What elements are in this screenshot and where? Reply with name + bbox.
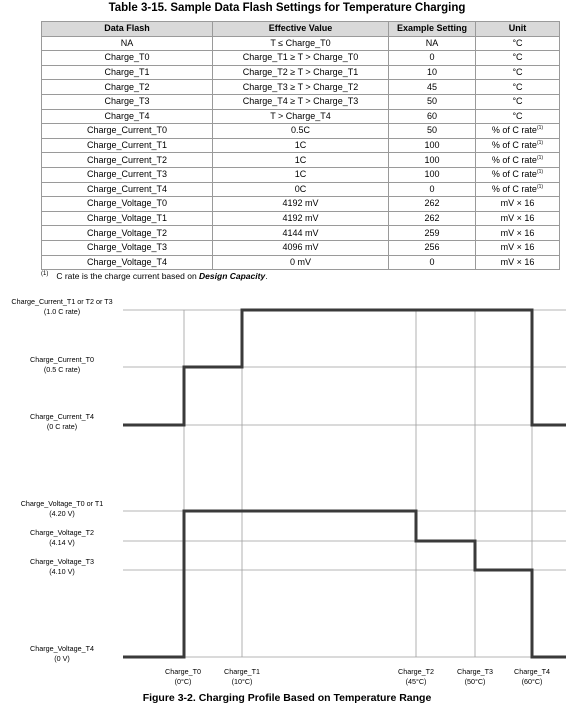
- cell-unit: [476, 80, 560, 95]
- cell-effective-value: 1C: [213, 153, 389, 168]
- cell-data-flash: Charge_T3: [42, 94, 213, 109]
- x-temperature-sublabel: (0°C): [174, 677, 192, 686]
- unit-text: % of C rate: [491, 154, 537, 165]
- table-row: [42, 124, 560, 139]
- unit-text: % of C rate: [491, 125, 537, 136]
- cell-example-setting: 100: [389, 167, 476, 182]
- y-level-sublabel: (0 C rate): [46, 422, 78, 431]
- x-temperature-label: Charge_T1: [224, 667, 260, 676]
- charge-current-trace: [123, 310, 566, 425]
- profile-traces: [123, 310, 566, 657]
- unit-text: mV × 16: [500, 242, 535, 253]
- data-flash-table: [41, 21, 560, 270]
- figure-caption: Figure 3-2. Charging Profile Based on Temperature Range: [142, 692, 432, 704]
- table-row: [42, 240, 560, 255]
- cell-unit: [476, 153, 560, 168]
- unit-text: °C: [512, 96, 523, 107]
- cell-unit: [476, 51, 560, 66]
- cell-unit: [476, 94, 560, 109]
- table-row: [42, 153, 560, 168]
- y-level-sublabel: (0.5 C rate): [43, 365, 81, 374]
- guide-lines: [123, 310, 566, 657]
- y-level-label: Charge_Current_T0: [30, 355, 94, 364]
- cell-example-setting: 262: [389, 211, 476, 226]
- table-row: [42, 197, 560, 212]
- cell-data-flash: Charge_T2: [42, 80, 213, 95]
- y-level-sublabel: (4.20 V): [49, 509, 75, 518]
- cell-example-setting: 262: [389, 197, 476, 212]
- cell-unit: [476, 65, 560, 80]
- unit-text: °C: [512, 67, 523, 78]
- cell-data-flash: Charge_Voltage_T4: [42, 255, 213, 270]
- cell-effective-value: Charge_T2 ≥ T > Charge_T1: [213, 65, 389, 80]
- footnote-ref: (1): [536, 169, 544, 176]
- table-body: [42, 36, 560, 270]
- cell-example-setting: 256: [389, 240, 476, 255]
- x-temperature-label: Charge_T3: [457, 667, 493, 676]
- cell-unit: [476, 36, 560, 51]
- charge-voltage-trace: [123, 511, 566, 657]
- unit-text: mV × 16: [500, 213, 535, 224]
- cell-unit: [476, 240, 560, 255]
- table-row: [42, 211, 560, 226]
- footnote-ref: (1): [536, 183, 544, 190]
- cell-effective-value: 4192 mV: [213, 197, 389, 212]
- cell-data-flash: Charge_Current_T0: [42, 124, 213, 139]
- cell-data-flash: Charge_Voltage_T0: [42, 197, 213, 212]
- x-temperature-label: Charge_T2: [398, 667, 434, 676]
- unit-text: mV × 16: [500, 227, 535, 238]
- cell-unit: [476, 182, 560, 197]
- unit-text: % of C rate: [491, 169, 537, 180]
- x-axis-labels: [165, 667, 550, 686]
- footnote-ref: (1): [536, 154, 544, 161]
- cell-effective-value: 0 mV: [213, 255, 389, 270]
- cell-example-setting: 0: [389, 51, 476, 66]
- y-level-sublabel: (1.0 C rate): [43, 307, 81, 316]
- cell-data-flash: NA: [42, 36, 213, 51]
- header-example-setting: Example Setting: [389, 22, 476, 37]
- x-temperature-sublabel: (60°C): [521, 677, 543, 686]
- cell-unit: [476, 226, 560, 241]
- unit-text: °C: [512, 52, 523, 63]
- cell-unit: [476, 124, 560, 139]
- y-level-label: Charge_Voltage_T3: [30, 557, 94, 566]
- y-level-label: Charge_Current_T4: [30, 412, 94, 421]
- unit-text: °C: [512, 81, 523, 92]
- table-row: [42, 36, 560, 51]
- footnote-ref: (1): [536, 125, 544, 132]
- cell-example-setting: 45: [389, 80, 476, 95]
- cell-example-setting: 60: [389, 109, 476, 124]
- y-level-label: Charge_Voltage_T4: [30, 644, 94, 653]
- unit-text: °C: [512, 37, 523, 48]
- cell-effective-value: T ≤ Charge_T0: [213, 36, 389, 51]
- cell-unit: [476, 255, 560, 270]
- table-row: [42, 109, 560, 124]
- cell-data-flash: Charge_T0: [42, 51, 213, 66]
- cell-data-flash: Charge_Voltage_T2: [42, 226, 213, 241]
- header-unit: Unit: [476, 22, 560, 37]
- cell-unit: [476, 197, 560, 212]
- y-level-label: Charge_Current_T1 or T2 or T3: [11, 297, 113, 306]
- cell-example-setting: 100: [389, 153, 476, 168]
- cell-effective-value: 0.5C: [213, 124, 389, 139]
- footnote-mark: (1): [41, 271, 49, 278]
- x-temperature-sublabel: (45°C): [405, 677, 427, 686]
- x-temperature-label: Charge_T4: [514, 667, 550, 676]
- cell-example-setting: 100: [389, 138, 476, 153]
- y-axis-labels: [11, 297, 112, 663]
- cell-example-setting: 50: [389, 124, 476, 139]
- table-row: [42, 80, 560, 95]
- unit-text: °C: [512, 110, 523, 121]
- cell-effective-value: T > Charge_T4: [213, 109, 389, 124]
- cell-data-flash: Charge_T4: [42, 109, 213, 124]
- cell-effective-value: 1C: [213, 138, 389, 153]
- cell-unit: [476, 167, 560, 182]
- cell-example-setting: 10: [389, 65, 476, 80]
- x-temperature-sublabel: (50°C): [464, 677, 486, 686]
- cell-example-setting: 50: [389, 94, 476, 109]
- table-row: [42, 182, 560, 197]
- cell-effective-value: Charge_T1 ≥ T > Charge_T0: [213, 51, 389, 66]
- cell-effective-value: 4096 mV: [213, 240, 389, 255]
- table-row: [42, 51, 560, 66]
- cell-example-setting: 0: [389, 182, 476, 197]
- table-footnote: [41, 271, 268, 281]
- cell-effective-value: 4192 mV: [213, 211, 389, 226]
- y-level-sublabel: (4.14 V): [49, 538, 75, 547]
- footnote-ref: (1): [536, 140, 544, 147]
- cell-data-flash: Charge_Current_T4: [42, 182, 213, 197]
- y-level-sublabel: (4.10 V): [49, 567, 75, 576]
- cell-unit: [476, 109, 560, 124]
- cell-example-setting: NA: [389, 36, 476, 51]
- cell-data-flash: Charge_Voltage_T3: [42, 240, 213, 255]
- table-row: [42, 167, 560, 182]
- cell-data-flash: Charge_T1: [42, 65, 213, 80]
- y-level-label: Charge_Voltage_T0 or T1: [20, 499, 104, 508]
- table-row: [42, 255, 560, 270]
- unit-text: mV × 16: [500, 256, 535, 267]
- cell-unit: [476, 138, 560, 153]
- cell-effective-value: Charge_T4 ≥ T > Charge_T3: [213, 94, 389, 109]
- footnote-end: .: [265, 271, 268, 281]
- table-row: [42, 94, 560, 109]
- cell-effective-value: 0C: [213, 182, 389, 197]
- table-header-row: [42, 22, 560, 37]
- cell-data-flash: Charge_Current_T2: [42, 153, 213, 168]
- cell-effective-value: 1C: [213, 167, 389, 182]
- table-row: [42, 65, 560, 80]
- x-temperature-sublabel: (10°C): [231, 677, 253, 686]
- x-temperature-label: Charge_T0: [165, 667, 201, 676]
- header-effective-value: Effective Value: [213, 22, 389, 37]
- cell-data-flash: Charge_Current_T1: [42, 138, 213, 153]
- table-row: [42, 226, 560, 241]
- y-level-label: Charge_Voltage_T2: [30, 528, 94, 537]
- cell-effective-value: Charge_T3 ≥ T > Charge_T2: [213, 80, 389, 95]
- cell-unit: [476, 211, 560, 226]
- header-data-flash: Data Flash: [42, 22, 213, 37]
- unit-text: % of C rate: [491, 140, 537, 151]
- unit-text: % of C rate: [491, 183, 537, 194]
- charging-profile-figure: [0, 290, 574, 690]
- footnote-text: C rate is the charge current based on: [56, 271, 200, 281]
- table-row: [42, 138, 560, 153]
- table-caption: Table 3-15. Sample Data Flash Settings for Temperature Charging: [108, 2, 466, 14]
- y-level-sublabel: (0 V): [54, 654, 70, 663]
- cell-example-setting: 259: [389, 226, 476, 241]
- unit-text: mV × 16: [500, 198, 535, 209]
- cell-data-flash: Charge_Current_T3: [42, 167, 213, 182]
- cell-data-flash: Charge_Voltage_T1: [42, 211, 213, 226]
- cell-effective-value: 4144 mV: [213, 226, 389, 241]
- cell-example-setting: 0: [389, 255, 476, 270]
- footnote-emphasis: Design Capacity: [199, 271, 266, 281]
